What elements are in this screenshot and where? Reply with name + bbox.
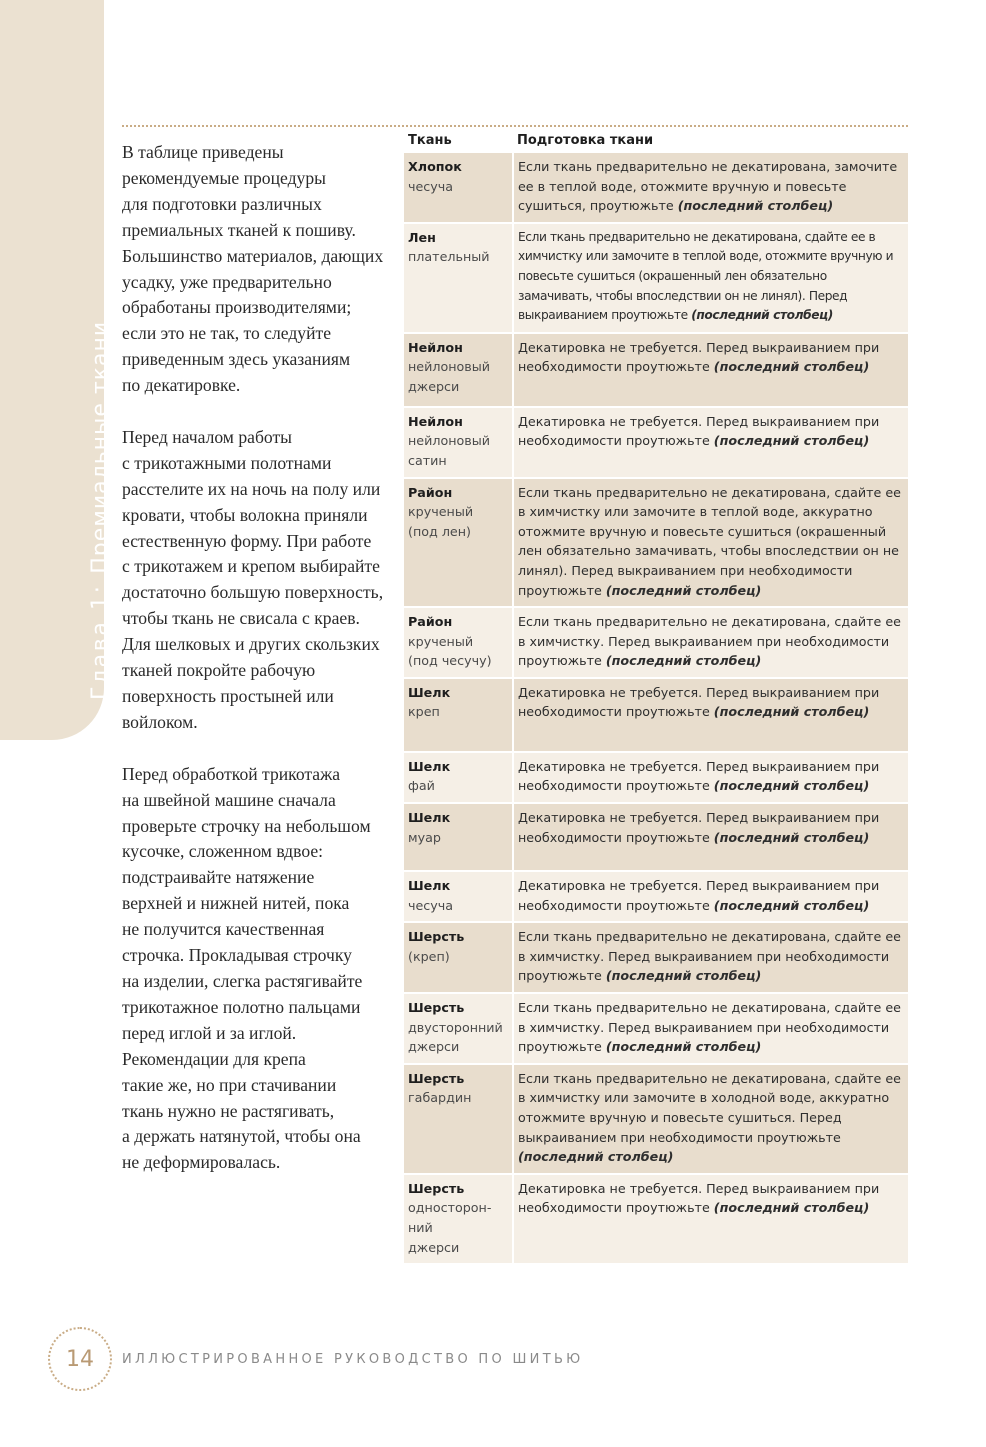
intro-line: премиальных тканей к пошиву. — [122, 219, 356, 240]
prep-text: Если ткань предварительно не декатирована, сдайте ее в химчистку. Перед выкраиванием при необходимости проутюжьте — [518, 929, 901, 984]
prep-cell — [513, 678, 908, 752]
prep-cell — [513, 153, 908, 223]
table-row — [404, 922, 908, 993]
intro-line: на швейной машине сначала — [122, 789, 336, 810]
fabric-cell — [404, 752, 513, 803]
intro-line: с трикотажем и крепом выбирайте — [122, 556, 380, 577]
prep-cell — [513, 803, 908, 871]
intro-line: В таблице приведены — [122, 142, 284, 162]
fabric-name: Район — [408, 614, 453, 630]
fabric-cell — [404, 1174, 513, 1264]
intro-line: Для шелковых и других скользких — [122, 634, 380, 655]
prep-note: (последний столбец) — [605, 582, 762, 598]
intro-line: чтобы ткань не свисала с краев. — [122, 608, 360, 629]
fabric-name: Хлопок — [408, 159, 462, 174]
intro-line: рекомендуемые процедуры — [122, 167, 326, 188]
fabric-variant: габардин — [408, 1090, 472, 1106]
prep-note: (последний столбец) — [691, 308, 833, 323]
fabric-variant: плательный — [408, 249, 490, 265]
intro-line: для подготовки различных — [122, 193, 322, 214]
intro-line: если это не так, то следуйте — [122, 323, 332, 344]
fabric-variant: крученый (под лен) — [408, 504, 474, 539]
fabric-variant: нейлоновый сатин — [408, 433, 491, 468]
chapter-prefix: Глава 1: — [88, 583, 113, 700]
fabric-variant: креп — [408, 704, 440, 720]
fabric-name: Шелк — [408, 684, 451, 700]
intro-paragraph — [122, 762, 402, 1177]
prep-note: (последний столбец) — [605, 968, 762, 984]
fabric-name: Шерсть — [408, 1070, 465, 1086]
prep-note: (последний столбец) — [518, 1149, 674, 1165]
intro-line: не деформировалась. — [122, 1152, 281, 1173]
intro-line: кровати, чтобы волокна приняли — [122, 504, 368, 525]
fabric-cell — [404, 871, 513, 922]
fabric-name: Нейлон — [408, 413, 463, 429]
fabric-cell — [404, 993, 513, 1064]
fabric-cell — [404, 1064, 513, 1174]
table-row — [404, 607, 908, 678]
prep-cell — [513, 871, 908, 922]
intro-line: такие же, но при стачивании — [122, 1074, 337, 1095]
table-row — [404, 1064, 908, 1174]
intro-line: Перед началом работы — [122, 426, 292, 447]
fabric-cell — [404, 478, 513, 608]
intro-line: не получится качественная — [122, 919, 325, 940]
table-header-row — [404, 131, 908, 153]
prep-text: Декатировка не требуется. Перед выкраиванием при необходимости проутюжьте — [518, 878, 880, 913]
intro-line: на изделии, слегка растягивайте — [122, 970, 363, 991]
fabric-cell — [404, 803, 513, 871]
prep-cell — [513, 1174, 908, 1264]
prep-text: Декатировка не требуется. Перед выкраиванием при необходимости проутюжьте — [518, 684, 880, 720]
intro-paragraph — [122, 140, 402, 399]
intro-line: естественную форму. При работе — [122, 530, 372, 551]
fabric-name: Район — [408, 484, 453, 500]
fabric-name: Шерсть — [408, 1000, 465, 1016]
dotted-divider — [122, 125, 908, 127]
table-row — [404, 153, 908, 223]
page-number: 14 — [66, 1346, 94, 1372]
fabric-variant: фай — [408, 778, 435, 794]
intro-line: по декатировке. — [122, 375, 241, 396]
fabric-variant: двусторонний джерси — [408, 1019, 503, 1055]
prep-note: (последний столбец) — [605, 1039, 762, 1055]
prep-cell — [513, 478, 908, 608]
intro-line: обработаны производителями; — [122, 297, 352, 318]
fabric-variant: односторон- ний джерси — [408, 1200, 492, 1255]
fabric-cell — [404, 678, 513, 752]
intro-line: ткань нужно не растягивать, — [122, 1100, 335, 1121]
intro-line: верхней и нижней нитей, пока — [122, 893, 350, 914]
fabric-cell — [404, 407, 513, 478]
prep-note: (последний столбец) — [713, 704, 870, 720]
intro-text — [122, 140, 402, 1202]
prep-note: (последний столбец) — [677, 198, 834, 214]
intro-line: трикотажное полотно пальцами — [122, 996, 361, 1017]
prep-note: (последний столбец) — [713, 778, 870, 794]
intro-line: а держать натянутой, чтобы она — [122, 1126, 361, 1147]
table-row — [404, 333, 908, 407]
fabric-prep-table — [404, 131, 908, 1265]
prep-cell — [513, 407, 908, 478]
prep-text: Если ткань предварительно не декатирована, замочите ее в теплой воде, отожмите вручную и повесьте сушиться, проутюжьте — [518, 159, 898, 214]
intro-line: приведенным здесь указаниям — [122, 349, 351, 370]
fabric-variant: крученый (под чесучу) — [408, 633, 492, 669]
intro-line: Рекомендации для крепа — [122, 1048, 306, 1069]
intro-paragraph — [122, 425, 402, 736]
prep-cell — [513, 1064, 908, 1174]
intro-line: тканей покройте рабочую — [122, 660, 316, 681]
intro-line: кусочке, сложенном вдвое: — [122, 841, 324, 862]
header-fabric: Ткань — [408, 133, 452, 148]
page-number-badge — [48, 1327, 112, 1391]
intro-line: перед иглой и за иглой. — [122, 1022, 297, 1043]
prep-text: Если ткань предварительно не декатирована, сдайте ее в химчистку. Перед выкраиванием при необходимости проутюжьте — [518, 1000, 901, 1055]
table-row — [404, 752, 908, 803]
prep-text: Декатировка не требуется. Перед выкраиванием при необходимости проутюжьте — [518, 758, 880, 794]
prep-note: (последний столбец) — [713, 359, 870, 375]
fabric-name: Шелк — [408, 810, 451, 826]
table-row — [404, 993, 908, 1064]
fabric-name: Шерсть — [408, 1180, 465, 1196]
fabric-variant: (креп) — [408, 948, 450, 964]
table-row — [404, 407, 908, 478]
fabric-name: Нейлон — [408, 339, 463, 355]
intro-line: расстелите их на ночь на полу или — [122, 478, 381, 499]
fabric-name: Лен — [408, 229, 436, 245]
table-row — [404, 803, 908, 871]
prep-cell — [513, 333, 908, 407]
intro-line: строчка. Прокладывая строчку — [122, 945, 352, 966]
intro-line: усадку, уже предварительно — [122, 271, 332, 292]
chapter-title: Премиальные ткани — [88, 320, 113, 574]
table-row — [404, 678, 908, 752]
table-row — [404, 478, 908, 608]
prep-cell — [513, 922, 908, 993]
prep-note: (последний столбец) — [713, 1200, 870, 1216]
prep-cell — [513, 993, 908, 1064]
fabric-cell — [404, 607, 513, 678]
intro-line: поверхность простыней или — [122, 686, 334, 707]
intro-line: проверьте строчку на небольшом — [122, 815, 371, 836]
prep-text: Если ткань предварительно не декатирована, сдайте ее в химчистку или замочите в теплой воде, аккуратно отожмите вручную и повесьте сушиться (окрашенный лен обязательно замачивать, чтобы впоследствии он не линял). Перед выкраиванием при необходимости проутюжьте — [518, 484, 901, 598]
fabric-name: Шерсть — [408, 929, 465, 945]
intro-line: Перед обработкой трикотажа — [122, 763, 341, 784]
prep-note: (последний столбец) — [713, 897, 870, 913]
intro-line: войлоком. — [122, 711, 198, 732]
prep-note: (последний столбец) — [713, 829, 870, 845]
intro-line: с трикотажными полотнами — [122, 452, 332, 473]
table-row — [404, 1174, 908, 1264]
chapter-label — [88, 321, 113, 700]
fabric-cell — [404, 333, 513, 407]
prep-note: (последний столбец) — [605, 653, 762, 669]
fabric-variant: чесуча — [408, 178, 454, 194]
prep-note: (последний столбец) — [713, 433, 870, 449]
book-title: ИЛЛЮСТРИРОВАННОЕ РУКОВОДСТВО ПО ШИТЬЮ — [122, 1352, 584, 1367]
prep-text: Декатировка не требуется. Перед выкраиванием при необходимости проутюжьте — [518, 1180, 880, 1216]
fabric-cell — [404, 223, 513, 333]
fabric-variant: муар — [408, 829, 441, 845]
prep-text: Если ткань предварительно не декатирована, сдайте ее в химчистку. Перед выкраиванием при необходимости проутюжьте — [518, 614, 901, 669]
intro-line: Большинство материалов, дающих — [122, 245, 384, 266]
prep-text: Декатировка не требуется. Перед выкраиванием при необходимости проутюжьте — [518, 413, 880, 449]
intro-line: подстраивайте натяжение — [122, 867, 315, 888]
intro-line: достаточно большую поверхность, — [122, 582, 384, 603]
fabric-cell — [404, 153, 513, 223]
fabric-cell — [404, 922, 513, 993]
prep-cell — [513, 223, 908, 333]
fabric-variant: чесуча — [408, 897, 454, 913]
prep-text: Декатировка не требуется. Перед выкраиванием при необходимости проутюжьте — [518, 339, 880, 375]
fabric-name: Шелк — [408, 878, 451, 894]
prep-cell — [513, 607, 908, 678]
prep-text: Если ткань предварительно не декатирована, сдайте ее в химчистку или замочите в холодной воде, аккуратно отожмите вручную и повесьте сушиться. Перед выкраиванием при необходимости проутюжьте — [518, 1070, 901, 1145]
prep-text: Декатировка не требуется. Перед выкраиванием при необходимости проутюжьте — [518, 810, 880, 845]
prep-text: Если ткань предварительно не декатирована, сдайте ее в химчистку или замочите в теплой воде, отожмите вручную и повесьте сушиться (окрашенный лен обязательно замачивать, чтобы впоследствии он не линял). Перед выкраиванием проутюжьте — [518, 229, 894, 323]
table-row — [404, 871, 908, 922]
header-prep: Подготовка ткани — [517, 133, 654, 148]
table-row — [404, 223, 908, 333]
prep-cell — [513, 752, 908, 803]
fabric-name: Шелк — [408, 758, 451, 774]
fabric-variant: нейлоновый джерси — [408, 359, 491, 394]
